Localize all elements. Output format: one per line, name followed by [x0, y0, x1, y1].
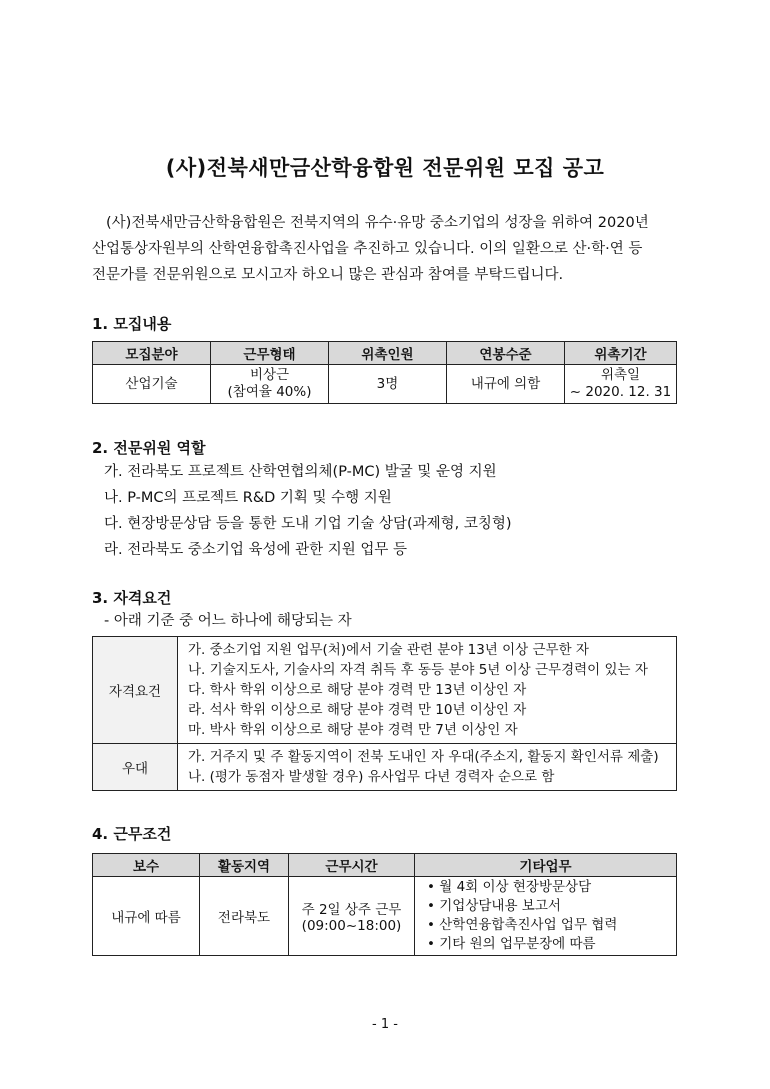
table-header: 근무형태 — [211, 342, 329, 365]
table-header: 위촉기간 — [565, 342, 677, 365]
period-end: ~ 2020. 12. 31 — [569, 384, 672, 400]
table-cell-area: 전라북도 — [200, 877, 289, 956]
work-days: 주 2일 상주 근무 — [301, 902, 402, 918]
list-item: 다. 현장방문상담 등을 통한 도내 기업 기술 상담(과제형, 코칭형) — [104, 516, 512, 532]
work-conditions-table — [92, 853, 677, 956]
recruitment-table — [92, 341, 677, 404]
list-item: 가. 전라북도 프로젝트 산학연협의체(P-MC) 발굴 및 운영 지원 — [104, 464, 497, 480]
page-title: (사)전북새만금산학융합원 전문위원 모집 공고 — [165, 156, 605, 180]
intro-line: 전문가를 전문위원으로 모시고자 하오니 많은 관심과 참여를 부탁드립니다. — [92, 267, 564, 283]
table-cell-period — [565, 365, 677, 404]
table-row — [93, 365, 677, 404]
list-item: • 산학연융합촉진사업 업무 협력 — [427, 917, 618, 933]
table-row — [93, 877, 677, 956]
table-cell-salary: 내규에 의함 — [447, 365, 565, 404]
list-item: • 월 4회 이상 현장방문상담 — [427, 879, 592, 895]
list-item: 나. (평가 동점자 발생할 경우) 유사업무 다년 경력자 순으로 함 — [188, 769, 555, 785]
table-cell-duties — [415, 877, 677, 956]
list-item: 가. 거주지 및 주 활동지역이 전북 도내인 자 우대(주소지, 활동지 확인서류 제출) — [188, 749, 659, 765]
preference-label: 우대 — [93, 744, 178, 791]
list-item: • 기타 원의 업무분장에 따름 — [427, 936, 596, 952]
list-item: 마. 박사 학위 이상으로 해당 분야 경력 만 7년 이상인 자 — [188, 722, 518, 738]
section-heading-qualification: 3. 자격요건 — [92, 589, 172, 607]
qualification-table — [92, 636, 677, 791]
table-cell-field: 산업기술 — [93, 365, 211, 404]
table-header: 활동지역 — [200, 854, 289, 877]
list-item: 라. 석사 학위 이상으로 해당 분야 경력 만 10년 이상인 자 — [188, 702, 527, 718]
list-item: • 기업상담내용 보고서 — [427, 898, 561, 914]
table-header: 위촉인원 — [329, 342, 447, 365]
list-item: 다. 학사 학위 이상으로 해당 분야 경력 만 13년 이상인 자 — [188, 682, 527, 698]
table-header: 근무시간 — [289, 854, 415, 877]
section-heading-conditions: 4. 근무조건 — [92, 825, 172, 843]
list-item: 라. 전라북도 중소기업 육성에 관한 지원 업무 등 — [104, 542, 408, 558]
work-type-text: 비상근 — [249, 367, 290, 383]
intro-line: (사)전북새만금산학융합원은 전북지역의 유수·유망 중소기업의 성장을 위하여 2020년 — [106, 215, 649, 231]
table-cell-headcount: 3명 — [329, 365, 447, 404]
intro-paragraph — [92, 210, 682, 288]
section-heading-role: 2. 전문위원 역할 — [92, 439, 206, 457]
participation-rate: (참여율 40%) — [227, 384, 312, 400]
table-row — [93, 744, 677, 791]
table-cell-pay: 내규에 따름 — [93, 877, 200, 956]
table-row — [93, 637, 677, 744]
qualification-subtitle: - 아래 기준 중 어느 하나에 해당되는 자 — [104, 613, 352, 629]
page-number: - 1 - — [372, 1017, 398, 1032]
table-cell-work-type — [211, 365, 329, 404]
role-list — [104, 459, 512, 563]
intro-line: 산업통상자원부의 산학연융합촉진사업을 추진하고 있습니다. 이의 일환으로 산·학·연 등 — [92, 241, 643, 257]
table-header: 모집분야 — [93, 342, 211, 365]
work-hours: (09:00~18:00) — [301, 918, 402, 934]
list-item: 나. P-MC의 프로젝트 R&D 기획 및 수행 지원 — [104, 490, 392, 506]
list-item: 나. 기술지도사, 기술사의 자격 취득 후 동등 분야 5년 이상 근무경력이 있는 자 — [188, 662, 648, 678]
table-header: 보수 — [93, 854, 200, 877]
section-heading-recruitment: 1. 모집내용 — [92, 315, 172, 333]
qualification-label: 자격요건 — [93, 637, 178, 744]
table-header-row — [93, 854, 677, 877]
period-start: 위촉일 — [600, 367, 641, 383]
table-header: 기타업무 — [415, 854, 677, 877]
table-cell-time — [289, 877, 415, 956]
table-header: 연봉수준 — [447, 342, 565, 365]
qualification-items — [178, 637, 677, 744]
table-header-row — [93, 342, 677, 365]
list-item: 가. 중소기업 지원 업무(처)에서 기술 관련 분야 13년 이상 근무한 자 — [188, 642, 589, 658]
preference-items — [178, 744, 677, 791]
